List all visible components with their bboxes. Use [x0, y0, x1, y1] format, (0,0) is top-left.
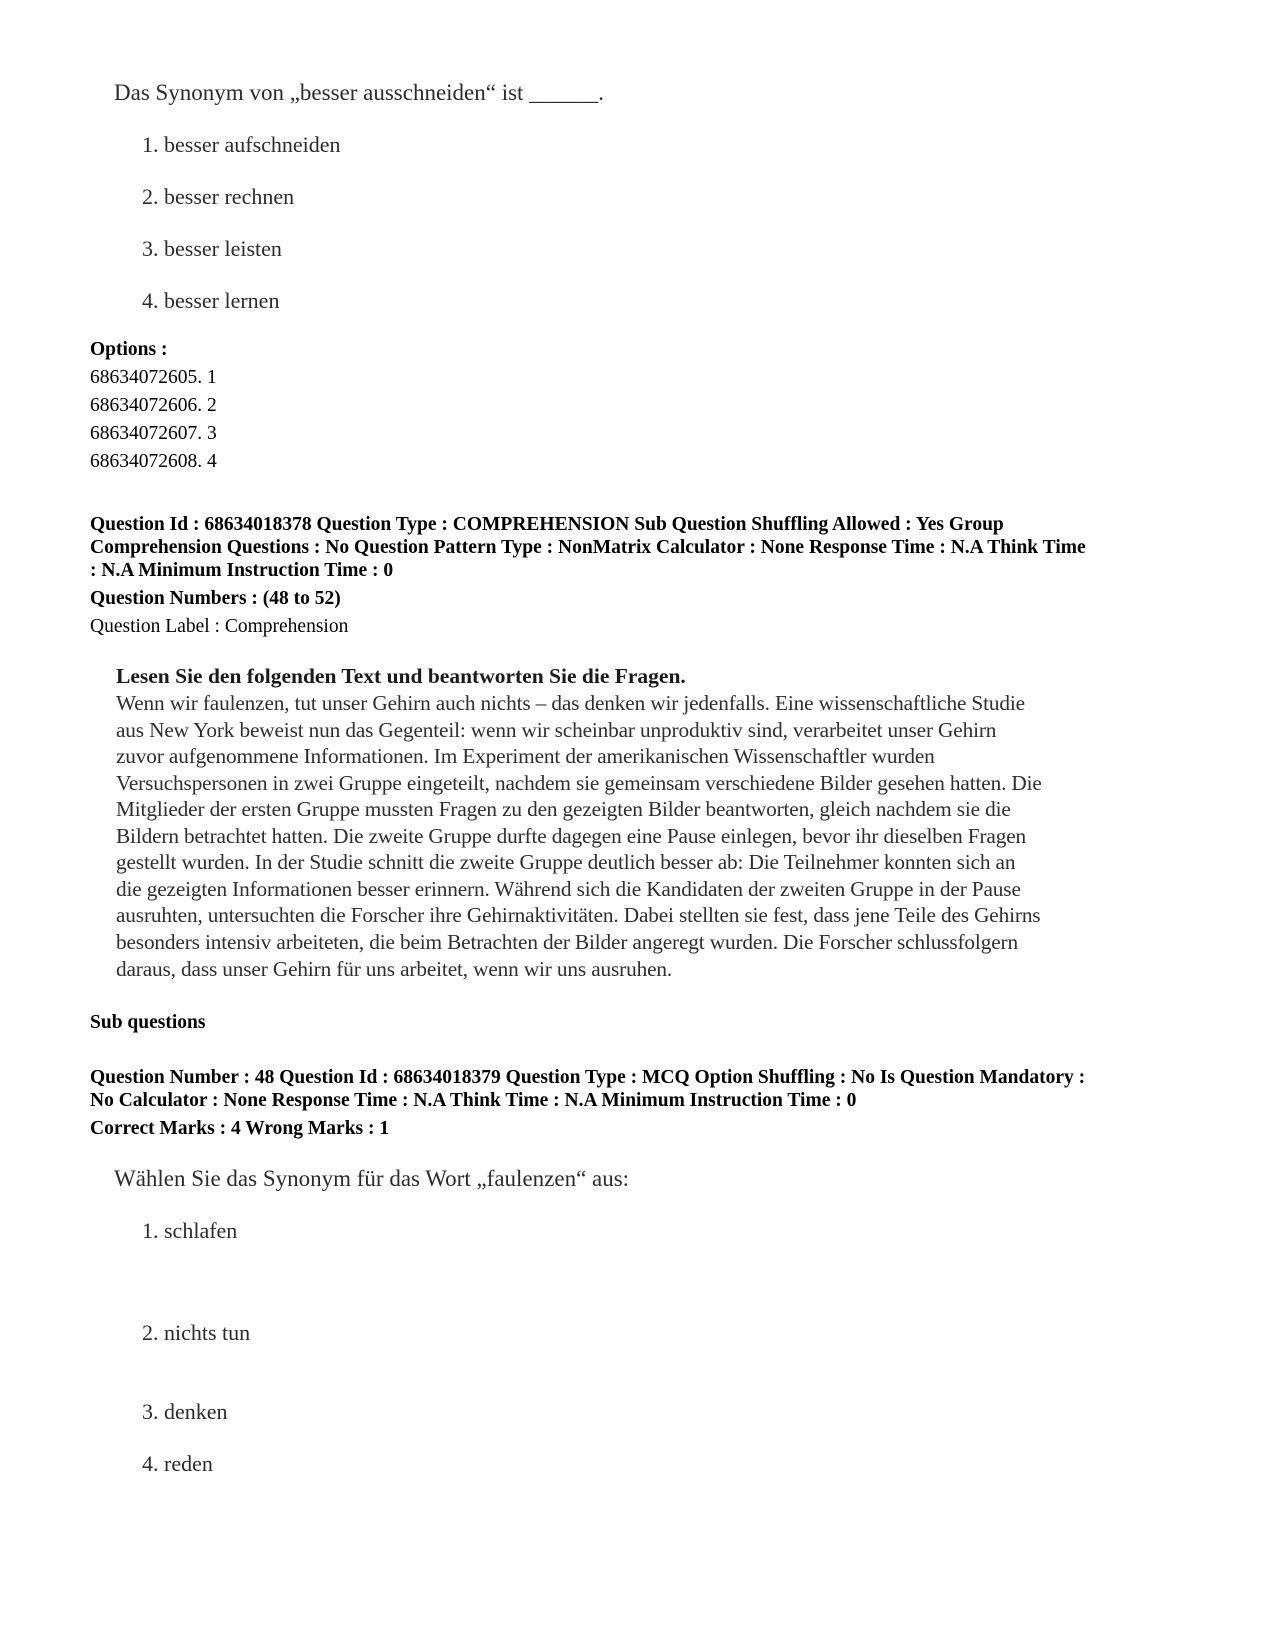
question-label: Question Label : Comprehension — [90, 616, 349, 637]
question-stem: Das Synonym von „besser ausschneiden“ ist ______. — [114, 80, 604, 105]
comprehension-meta-line-1: Question Id : 68634018378 Question Type : COMPREHENSION Sub Question Shuffling Allowed : Yes Group — [90, 514, 1004, 535]
sub-choice-2: 2. nichts tun — [142, 1320, 251, 1345]
choice-2: 2. besser rechnen — [142, 184, 295, 209]
passage-line: Bildern betrachtet hatten. Die zweite Gruppe durfte dagegen eine Pause einlegen, bevor ihr dieselben Fragen — [116, 824, 1027, 848]
option-id-2: 68634072606. 2 — [90, 395, 217, 416]
choice-4: 4. besser lernen — [142, 288, 280, 313]
comprehension-meta-line-3: : N.A Minimum Instruction Time : 0 — [90, 560, 394, 581]
passage-line: ausruhten, untersuchten die Forscher ihre Gehirnaktivitäten. Dabei stellten sie fest, dass jene Teile des Gehirns — [116, 903, 1041, 927]
option-id-1: 68634072605. 1 — [90, 367, 217, 388]
sub-question-meta-line-2: No Calculator : None Response Time : N.A Think Time : N.A Minimum Instruction Time : 0 — [90, 1090, 857, 1111]
sub-choice-4: 4. reden — [142, 1451, 213, 1476]
passage-line: aus New York beweist nun das Gegenteil: wenn wir scheinbar unproduktiv sind, verarbeitet unser Gehirn — [116, 718, 997, 742]
option-id-4: 68634072608. 4 — [90, 451, 217, 472]
sub-choice-3: 3. denken — [142, 1399, 228, 1424]
passage-title: Lesen Sie den folgenden Text und beantworten Sie die Fragen. — [116, 664, 686, 688]
choice-1: 1. besser aufschneiden — [142, 132, 341, 157]
passage-line: die gezeigten Informationen besser erinnern. Während sich die Kandidaten der zweiten Gruppe in der Pause — [116, 877, 1021, 901]
passage-line: Versuchspersonen in zwei Gruppe eingeteilt, nachdem sie gemeinsam verschiedene Bilder gesehen hatten. Die — [116, 771, 1042, 795]
sub-questions-heading: Sub questions — [90, 1012, 206, 1033]
passage-line: zuvor aufgenommene Informationen. Im Experiment der amerikanischen Wissenschaftler wurden — [116, 744, 935, 768]
option-id-3: 68634072607. 3 — [90, 423, 217, 444]
sub-choice-1: 1. schlafen — [142, 1218, 238, 1243]
passage-line: Mitglieder der ersten Gruppe mussten Fragen zu den gezeigten Bilder beantworten, gleich nachdem sie die — [116, 797, 1011, 821]
sub-question-stem: Wählen Sie das Synonym für das Wort „faulenzen“ aus: — [114, 1166, 630, 1191]
passage-line: daraus, dass unser Gehirn für uns arbeitet, wenn wir uns ausruhen. — [116, 957, 673, 981]
options-heading: Options : — [90, 339, 168, 360]
choice-3: 3. besser leisten — [142, 236, 282, 261]
sub-question-meta-line-1: Question Number : 48 Question Id : 68634018379 Question Type : MCQ Option Shuffling : No Is Question Mandatory : — [90, 1067, 1086, 1088]
passage-line: Wenn wir faulenzen, tut unser Gehirn auch nichts – das denken wir jedenfalls. Eine wissenschaftliche Studie — [116, 691, 1025, 715]
comprehension-meta-line-2: Comprehension Questions : No Question Pattern Type : NonMatrix Calculator : None Response Time : N.A Think Time — [90, 537, 1086, 558]
question-numbers: Question Numbers : (48 to 52) — [90, 588, 341, 609]
passage-line: gestellt wurden. In der Studie schnitt die zweite Gruppe deutlich besser ab: Die Teilnehmer konnten sich an — [116, 850, 1016, 874]
passage-line: besonders intensiv arbeiteten, die beim Betrachten der Bilder angeregt wurden. Die Forscher schlussfolgern — [116, 930, 1018, 954]
marks: Correct Marks : 4 Wrong Marks : 1 — [90, 1118, 390, 1139]
